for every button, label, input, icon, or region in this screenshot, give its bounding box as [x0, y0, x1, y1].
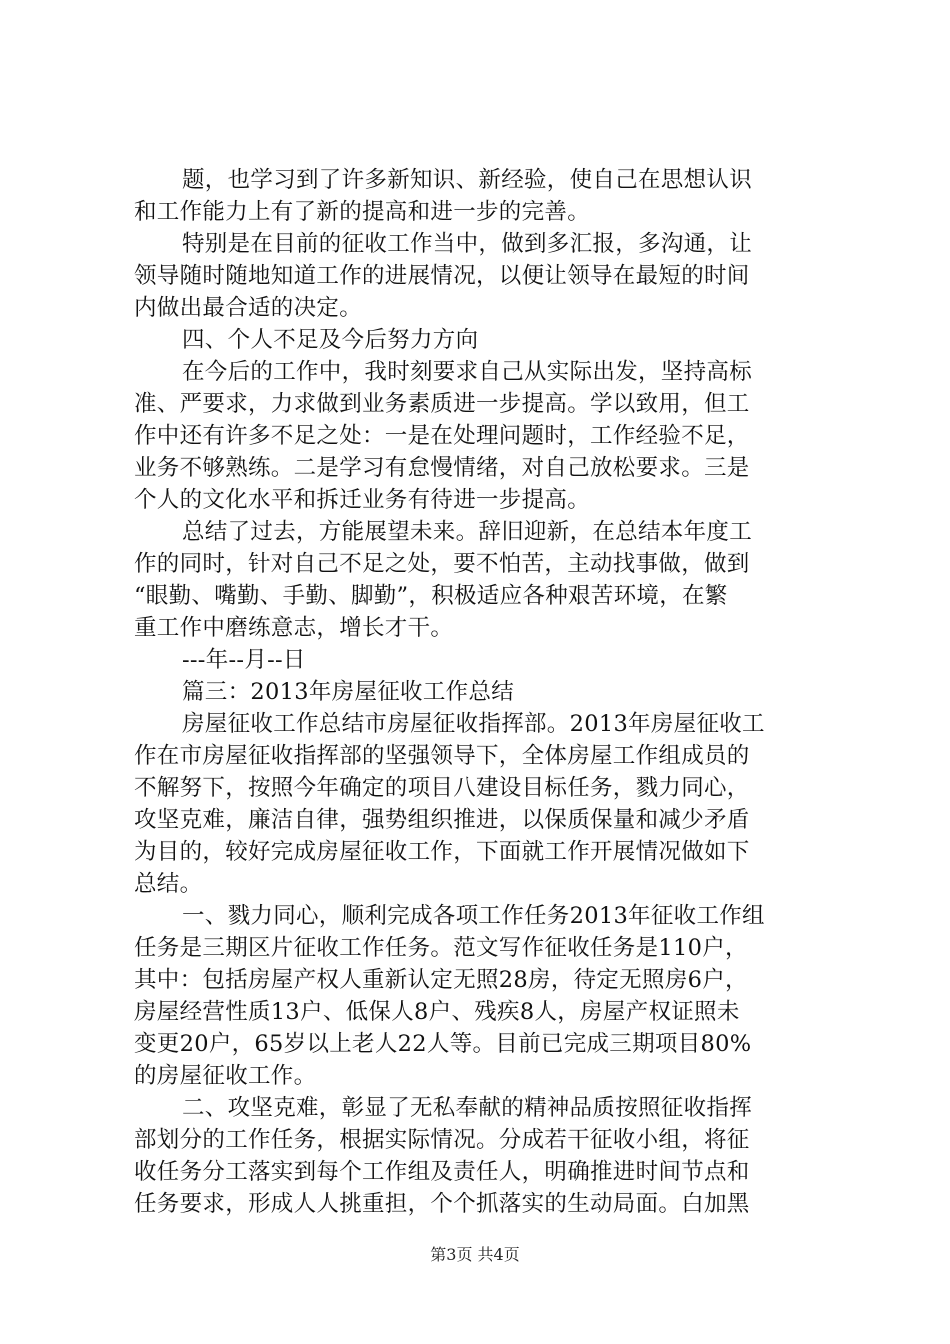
text-line: 业务不够熟练。二是学习有怠慢情绪，对自己放松要求。三是	[134, 455, 750, 481]
text-line: 攻坚克难，廉洁自律，强势组织推进，以保质保量和减少矛盾	[134, 807, 750, 833]
text-line: 不解努下，按照今年确定的项目八建设目标任务，戮力同心，	[134, 775, 750, 801]
text-line: 其中：包括房屋产权人重新认定无照28房，待定无照房6户，	[134, 967, 748, 993]
text-line: 部划分的工作任务，根据实际情况。分成若干征收小组，将征	[134, 1127, 750, 1153]
text-line: 内做出最合适的决定。	[134, 295, 363, 321]
text-line: 房屋征收工作总结市房屋征收指挥部。2013年房屋征收工	[182, 711, 765, 737]
text-line: 收任务分工落实到每个工作组及责任人，明确推进时间节点和	[134, 1159, 750, 1185]
text-line: 特别是在目前的征收工作当中，做到多汇报，多沟通，让	[182, 231, 753, 257]
text-line: 总结了过去，方能展望未来。辞旧迎新，在总结本年度工	[182, 519, 753, 545]
text-line: 房屋经营性质13户、低保人8户、残疾8人，房屋产权证照未	[134, 999, 740, 1025]
text-line: 重工作中磨练意志，增长才干。	[134, 615, 454, 641]
page-number: 第3页 共4页	[430, 1245, 520, 1264]
text-line: ---年--月--日	[182, 647, 306, 673]
text-line: 个人的文化水平和拆迁业务有待进一步提高。	[134, 487, 591, 513]
page-footer	[0, 1245, 950, 1265]
text-line: 准、严要求，力求做到业务素质进一步提高。学以致用，但工	[134, 391, 750, 417]
text-line: 篇三：2013年房屋征收工作总结	[182, 679, 515, 705]
text-line: 作中还有许多不足之处：一是在处理问题时，工作经验不足，	[134, 423, 750, 449]
text-line: “眼勤、嘴勤、手勤、脚勤”，积极适应各种艰苦环境，在繁	[134, 583, 728, 609]
text-line: 四、个人不足及今后努力方向	[182, 327, 479, 353]
text-line: 变更20户，65岁以上老人22人等。目前已完成三期项目80%	[134, 1031, 752, 1057]
text-line: 一、戮力同心，顺利完成各项工作任务2013年征收工作组	[182, 903, 765, 929]
text-line: 和工作能力上有了新的提高和进一步的完善。	[134, 199, 591, 225]
text-line: 领导随时随地知道工作的进展情况，以便让领导在最短的时间	[134, 263, 750, 289]
text-line: 题，也学习到了许多新知识、新经验，使自己在思想认识	[182, 167, 753, 193]
text-line: 在今后的工作中，我时刻要求自己从实际出发，坚持高标	[182, 359, 753, 385]
document-body	[134, 164, 834, 1220]
text-line: 作的同时，针对自己不足之处，要不怕苦，主动找事做，做到	[134, 551, 750, 577]
text-line: 任务是三期区片征收工作任务。范文写作征收任务是110户，	[134, 935, 748, 961]
text-line: 为目的，较好完成房屋征收工作，下面就工作开展情况做如下	[134, 839, 750, 865]
text-line: 作在市房屋征收指挥部的坚强领导下，全体房屋工作组成员的	[134, 743, 750, 769]
text-line: 的房屋征收工作。	[134, 1063, 317, 1089]
text-line: 总结。	[134, 871, 203, 897]
text-line: 任务要求，形成人人挑重担，个个抓落实的生动局面。白加黑	[134, 1191, 750, 1217]
text-line: 二、攻坚克难，彰显了无私奉献的精神品质按照征收指挥	[182, 1095, 753, 1121]
